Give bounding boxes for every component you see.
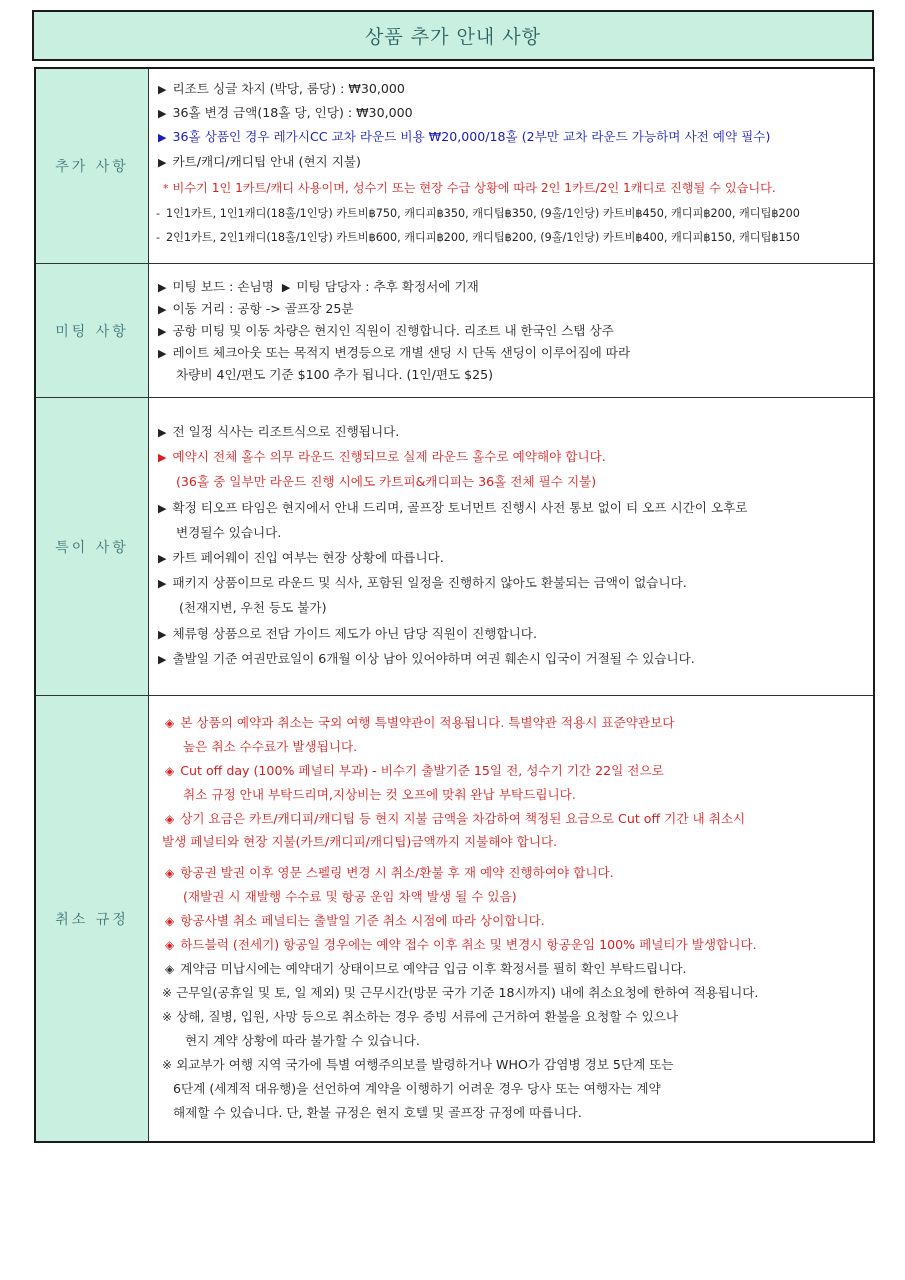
list-item-continuation — [162, 833, 557, 851]
triangle-bullet-icon: ▶ — [158, 451, 167, 464]
triangle-bullet-icon: ▶ — [158, 653, 167, 666]
diamond-bullet-icon: ◈ — [165, 812, 175, 826]
list-item-continuation — [183, 888, 517, 906]
list-item — [165, 714, 674, 732]
triangle-bullet-icon: ▶ — [158, 131, 167, 144]
item-text: 미팅 보드 : 손님명 — [172, 279, 274, 294]
item-text: 체류형 상품으로 전담 가이드 제도가 아닌 담당 직원이 진행합니다. — [172, 626, 537, 641]
item-text: (천재지변, 우천 등도 불가) — [179, 600, 327, 615]
list-item — [158, 423, 399, 442]
diamond-bullet-icon: ◈ — [165, 914, 175, 928]
triangle-bullet-icon: ▶ — [158, 426, 167, 439]
item-text: 항공사별 취소 페널티는 출발일 기준 취소 시점에 따라 상이합니다. — [180, 913, 545, 928]
list-item-detail — [156, 229, 800, 247]
item-text: 36홀 변경 금액(18홀 당, 인당) : ₩30,000 — [172, 105, 413, 120]
item-text: 패키지 상품이므로 라운드 및 식사, 포함된 일정을 진행하지 않아도 환불되는 금액이 없습니다. — [172, 575, 687, 590]
list-item-continuation — [173, 1080, 661, 1098]
reference-mark-icon: ※ — [162, 986, 173, 1000]
info-table — [34, 67, 875, 1143]
triangle-bullet-icon: ▶ — [158, 156, 167, 169]
item-text: 발생 페널티와 현장 지불(카트/캐디피/캐디팁)금액까지 지불해야 합니다. — [162, 834, 558, 849]
section-additional — [36, 69, 873, 264]
list-item — [158, 499, 747, 518]
triangle-bullet-icon: ▶ — [158, 577, 167, 590]
list-item — [165, 810, 745, 828]
item-text: 상해, 질병, 입원, 사망 등으로 취소하는 경우 증빙 서류에 근거하여 환불을 요청할 수 있으나 — [176, 1009, 679, 1024]
item-text: 확정 티오프 타임은 현지에서 안내 드리며, 골프장 토너먼트 진행시 사전 통보 없이 티 오프 시간이 오후로 — [172, 500, 748, 515]
diamond-bullet-icon: ◈ — [165, 866, 175, 880]
section-label-cell — [36, 69, 149, 263]
section-content — [149, 398, 873, 695]
section-content — [149, 264, 873, 397]
triangle-bullet-icon: ▶ — [158, 552, 167, 565]
list-item — [158, 625, 537, 644]
item-text: (재발권 시 재발행 수수료 및 항공 운임 차액 발생 될 수 있음) — [183, 889, 517, 904]
list-item-continuation — [173, 1104, 582, 1122]
reference-mark-icon: ※ — [162, 1010, 173, 1024]
diamond-bullet-icon: ◈ — [165, 716, 175, 730]
triangle-bullet-icon: ▶ — [158, 107, 167, 120]
list-item — [165, 762, 664, 780]
triangle-bullet-icon: ▶ — [158, 303, 167, 316]
item-text: 카트/캐디/캐디팁 안내 (현지 지불) — [172, 154, 361, 169]
triangle-bullet-icon: ▶ — [158, 281, 167, 294]
section-content — [149, 69, 873, 263]
list-item — [158, 278, 479, 297]
document-title-banner — [32, 10, 874, 61]
dash-bullet-icon: - — [156, 207, 160, 220]
item-text: 현지 계약 상황에 따라 불가할 수 있습니다. — [185, 1033, 420, 1048]
list-item-note — [163, 179, 776, 198]
item-text: 높은 취소 수수료가 발생됩니다. — [183, 739, 358, 754]
section-meeting — [36, 264, 873, 398]
triangle-bullet-icon: ▶ — [158, 502, 167, 515]
dash-bullet-icon: - — [156, 231, 160, 244]
list-item — [158, 549, 444, 568]
list-item — [158, 574, 687, 593]
list-item-continuation — [185, 1032, 420, 1050]
item-text: 항공권 발권 이후 영문 스펠링 변경 시 취소/환불 후 재 예약 진행하여야 합니다. — [180, 865, 614, 880]
diamond-bullet-icon: ◈ — [165, 938, 175, 952]
item-text: Cut off day (100% 페널티 부과) - 비수기 출발기준 15일 전, 성수기 기간 22일 전으로 — [180, 763, 664, 778]
triangle-bullet-icon: ▶ — [158, 347, 167, 360]
diamond-bullet-icon: ◈ — [165, 962, 175, 976]
item-text: 계약금 미납시에는 예약대기 상태이므로 예약금 입금 이후 확정서를 필히 확인 부탁드립니다. — [180, 961, 687, 976]
list-item — [165, 864, 614, 882]
document-title: 상품 추가 안내 사항 — [365, 26, 541, 48]
section-label-cell — [36, 696, 149, 1141]
reference-mark-icon: ※ — [162, 1058, 173, 1072]
list-item — [162, 1056, 674, 1074]
section-label-cell — [36, 398, 149, 695]
list-item-continuation — [176, 366, 493, 384]
list-item — [162, 1008, 678, 1026]
triangle-bullet-icon: ▶ — [158, 628, 167, 641]
list-item — [158, 153, 361, 172]
section-label-cell — [36, 264, 149, 397]
triangle-bullet-icon: ▶ — [158, 325, 167, 338]
item-text: 차량비 4인/편도 기준 $100 추가 됩니다. (1인/편도 $25) — [176, 367, 494, 382]
item-text: 레이트 체크아웃 또는 목적지 변경등으로 개별 샌딩 시 단독 샌딩이 이루어짐에 따라 — [172, 345, 631, 360]
list-item-continuation — [183, 786, 576, 804]
item-text: 비수기 1인 1카트/캐디 사용이며, 성수기 또는 현장 수급 상황에 따라 2인 1카트/2인 1캐디로 진행될 수 있습니다. — [172, 181, 776, 195]
item-text: 6단계 (세계적 대유행)을 선언하여 계약을 이행하기 어려운 경우 당사 또는 여행자는 계약 — [173, 1081, 661, 1096]
item-text: 해제할 수 있습니다. 단, 환불 규정은 현지 호텔 및 골프장 규정에 따릅니다. — [173, 1105, 582, 1120]
item-text: 상기 요금은 카트/캐디피/캐디팁 등 현지 지불 금액을 차감하여 책정된 요금으로 Cut off 기간 내 취소시 — [180, 811, 746, 826]
section-cancellation — [36, 696, 873, 1141]
item-text: 리조트 싱글 차지 (박당, 룸당) : ₩30,000 — [172, 81, 405, 96]
list-item — [158, 80, 405, 99]
list-item — [158, 128, 770, 147]
section-label: 특이 사항 — [55, 539, 129, 556]
list-item — [165, 912, 545, 930]
item-text: 본 상품의 예약과 취소는 국외 여행 특별약관이 적용됩니다. 특별약관 적용시 표준약관보다 — [180, 715, 675, 730]
item-text: 예약시 전체 홀수 의무 라운드 진행되므로 실제 라운드 홀수로 예약해야 합니다. — [172, 449, 606, 464]
list-item — [158, 448, 606, 467]
item-text: 카트 페어웨이 진입 여부는 현장 상황에 따릅니다. — [172, 550, 444, 565]
list-item — [158, 322, 614, 341]
list-item-continuation — [179, 599, 327, 617]
item-text: 변경될수 있습니다. — [176, 525, 282, 540]
item-text: 외교부가 여행 지역 국가에 특별 여행주의보를 발령하거나 WHO가 감염병 경보 5단계 또는 — [176, 1057, 674, 1072]
item-text: 출발일 기준 여권만료일이 6개월 이상 남아 있어야하며 여권 훼손시 입국이 거절될 수 있습니다. — [172, 651, 695, 666]
item-text: 1인1카트, 1인1캐디(18홀/1인당) 카트비฿750, 캐디피฿350, 캐디팁฿350, (9홀/1인당) 카트비฿450, 캐디피฿200, 캐디팁฿200 — [165, 207, 800, 220]
section-label: 추가 사항 — [55, 159, 129, 175]
list-item — [158, 650, 695, 669]
item-text: 전 일정 식사는 리조트식으로 진행됩니다. — [172, 424, 400, 439]
list-item — [158, 104, 413, 123]
section-label: 미팅 사항 — [55, 323, 129, 340]
list-item — [165, 936, 757, 954]
list-item — [158, 344, 630, 363]
list-item — [165, 960, 687, 978]
item-text: 미팅 담당자 : 추후 확정서에 기재 — [296, 279, 479, 294]
section-special — [36, 398, 873, 696]
section-label: 취소 규정 — [55, 911, 129, 928]
list-item-detail — [156, 205, 800, 223]
item-text: 취소 규정 안내 부탁드리며,지상비는 컷 오프에 맞춰 완납 부탁드립니다. — [183, 787, 576, 802]
asterisk-icon: * — [163, 182, 169, 195]
list-item — [158, 300, 354, 319]
list-item-continuation — [176, 524, 281, 542]
list-item-continuation — [183, 738, 357, 756]
list-item — [162, 984, 758, 1002]
item-text: 2인1카트, 2인1캐디(18홀/1인당) 카트비฿600, 캐디피฿200, 캐디팁฿200, (9홀/1인당) 카트비฿400, 캐디피฿150, 캐디팁฿150 — [165, 231, 800, 244]
item-text: 이동 거리 : 공항 -> 골프장 25분 — [172, 301, 354, 316]
section-content — [149, 696, 873, 1141]
item-text: 하드블럭 (전세기) 항공일 경우에는 예약 접수 이후 취소 및 변경시 항공운임 100% 페널티가 발생합니다. — [180, 937, 757, 952]
item-text: 공항 미팅 및 이동 차량은 현지인 직원이 진행합니다. 리조트 내 한국인 스탭 상주 — [172, 323, 614, 338]
diamond-bullet-icon: ◈ — [165, 764, 175, 778]
item-text: 근무일(공휴일 및 토, 일 제외) 및 근무시간(방문 국가 기준 18시까지) 내에 취소요청에 한하여 적용됩니다. — [176, 985, 759, 1000]
list-item-continuation — [176, 473, 596, 491]
triangle-bullet-icon: ▶ — [158, 83, 167, 96]
triangle-bullet-icon: ▶ — [281, 281, 291, 294]
item-text: 36홀 상품인 경우 레가시CC 교차 라운드 비용 ₩20,000/18홀 (2부만 교차 라운드 가능하며 사전 예약 필수) — [172, 129, 771, 144]
item-text: (36홀 중 일부만 라운드 진행 시에도 카트피&캐디피는 36홀 전체 필수 지불) — [176, 474, 597, 489]
